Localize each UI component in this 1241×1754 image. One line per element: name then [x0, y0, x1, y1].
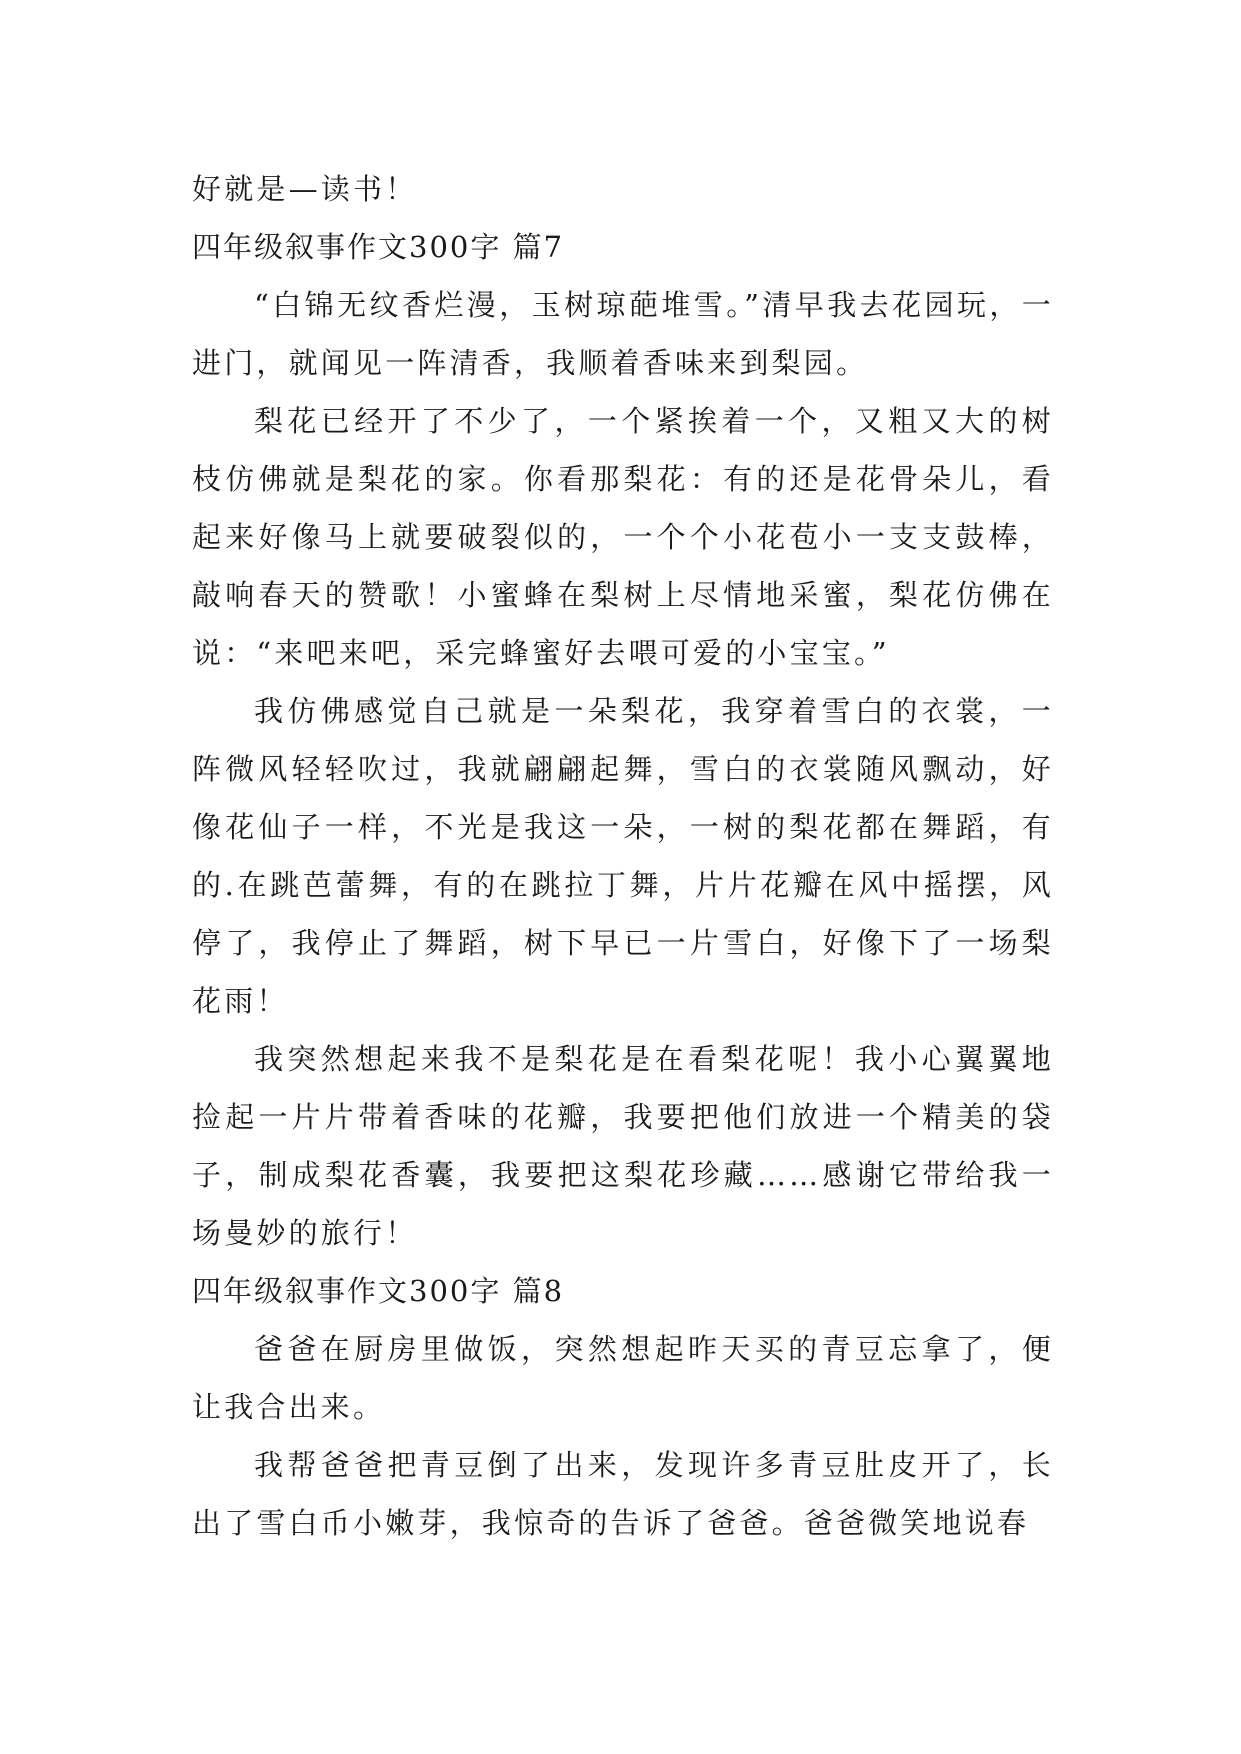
paragraph: 梨花已经开了不少了，一个紧挨着一个，又粗又大的树枝仿佛就是梨花的家。你看那梨花：有的还是花骨朵儿，看起来好像马上就要破裂似的，一个个小花苞小一支支鼓棒，敲响春天的赞歌！小蜜蜂在梨树上尽情地采蜜，梨花仿佛在说：“来吧来吧，采完蜂蜜好去喂可爱的小宝宝。” [192, 404, 1054, 670]
section-heading-7: 四年级叙事作文300字 篇7 [192, 230, 565, 264]
paragraph: 我仿佛感觉自己就是一朵梨花，我穿着雪白的衣裳，一阵微风轻轻吹过，我就翩翩起舞，雪白的衣裳随风飘动，好像花仙子一样，不光是我这一朵，一树的梨花都在舞蹈，有的.在跳芭蕾舞，有的在跳拉丁舞，片片花瓣在风中摇摆，风停了，我停止了舞蹈，树下早已一片雪白，好像下了一场梨花雨！ [192, 694, 1054, 1018]
paragraph-fragment: 好就是—读书！ [192, 172, 418, 206]
article-body [192, 160, 1054, 1552]
paragraph: “白锦无纹香烂漫，玉树琼葩堆雪。”清早我去花园玩，一进门，就闻见一阵清香，我顺着香味来到梨园。 [192, 288, 1054, 380]
section-heading-8: 四年级叙事作文300字 篇8 [192, 1274, 565, 1308]
paragraph: 我帮爸爸把青豆倒了出来，发现许多青豆肚皮开了，长出了雪白币小嫩芽，我惊奇的告诉了爸爸。爸爸微笑地说春 [192, 1448, 1054, 1540]
paragraph: 我突然想起来我不是梨花是在看梨花呢！我小心翼翼地捡起一片片带着香味的花瓣，我要把他们放进一个精美的袋子，制成梨花香囊，我要把这梨花珍藏……感谢它带给我一场曼妙的旅行！ [192, 1042, 1054, 1250]
paragraph: 爸爸在厨房里做饭，突然想起昨天买的青豆忘拿了，便让我合出来。 [192, 1332, 1054, 1424]
